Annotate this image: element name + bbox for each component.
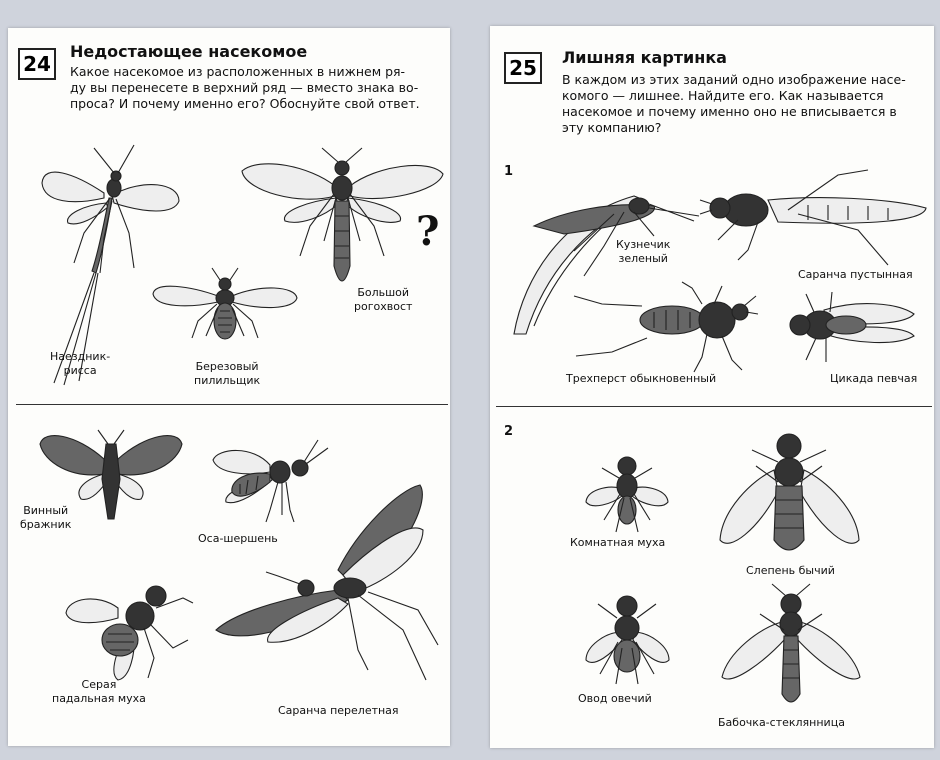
label-line: Бабочка-стеклянница xyxy=(718,716,845,729)
flesh-fly-label xyxy=(52,678,146,706)
section-divider xyxy=(496,406,932,407)
label-line: бражник xyxy=(20,518,72,531)
desert-locust-drawing xyxy=(698,170,930,270)
right-page xyxy=(490,26,934,748)
question-mark: ? xyxy=(416,208,440,255)
clearwing-moth-drawing xyxy=(716,582,866,712)
task-24-number: 24 xyxy=(18,48,56,80)
task-25-text-line: насекомое и почему именно оно не вписывается в xyxy=(562,104,897,119)
task-24-text-line: Какое насекомое из расположенных в нижнем ря- xyxy=(70,64,406,79)
task-25-number: 25 xyxy=(504,52,542,84)
task-25-title: Лишняя картинка xyxy=(562,48,727,67)
label-line: Оса-шершень xyxy=(198,532,278,545)
label-line: Саранча перелетная xyxy=(278,704,399,717)
label-line: Винный xyxy=(23,504,69,517)
horsefly-label xyxy=(746,564,835,578)
label-line: Большой xyxy=(357,286,410,299)
task-25-text-line: В каждом из этих заданий одно изображение насе- xyxy=(562,72,906,87)
label-line: зеленый xyxy=(618,252,668,265)
section-2-number: 2 xyxy=(504,424,514,439)
label-line: рисса xyxy=(63,364,97,377)
task-24-title: Недостающее насекомое xyxy=(70,42,308,61)
flesh-fly-drawing xyxy=(58,568,198,688)
left-page xyxy=(8,28,450,746)
section-divider xyxy=(16,404,448,405)
label-line: Саранча пустынная xyxy=(798,268,913,281)
ichneumon-label xyxy=(50,350,110,378)
horntail-drawing xyxy=(240,146,445,311)
horsefly-drawing xyxy=(712,430,867,560)
section-1-number: 1 xyxy=(504,164,514,179)
label-line: пилильщик xyxy=(194,374,261,387)
task-25-text-line: эту компанию? xyxy=(562,120,662,135)
migratory-locust-label xyxy=(278,704,399,718)
horntail-label xyxy=(354,286,412,314)
housefly-label xyxy=(570,536,665,550)
desert-locust-label xyxy=(798,268,913,282)
task-24-text-line: ду вы перенесете в верхний ряд — вместо знака во- xyxy=(70,80,419,95)
cicada-drawing xyxy=(786,290,916,370)
stonefly-drawing xyxy=(572,282,758,377)
label-line: Наездник- xyxy=(50,350,111,363)
task-25-text xyxy=(562,72,906,136)
clearwing-label xyxy=(718,716,845,730)
botfly-label xyxy=(578,692,652,706)
label-line: Слепень бычий xyxy=(746,564,835,577)
stonefly-label xyxy=(566,372,716,386)
label-line: Трехперст обыкновенный xyxy=(566,372,717,385)
label-line: Цикада певчая xyxy=(830,372,918,385)
label-line: Кузнечик xyxy=(616,238,671,251)
label-line: Овод овечий xyxy=(578,692,652,705)
label-line: Березовый xyxy=(195,360,259,373)
task-24-text xyxy=(70,64,420,112)
label-line: Комнатная муха xyxy=(570,536,666,549)
label-line: Серая xyxy=(81,678,117,691)
cicada-label xyxy=(830,372,917,386)
sawfly-label xyxy=(194,360,260,388)
house-fly-drawing xyxy=(582,450,672,535)
migratory-locust-drawing xyxy=(208,480,448,690)
task-25-text-line: комого — лишнее. Найдите его. Как называется xyxy=(562,88,884,103)
katydid-label xyxy=(616,238,670,266)
label-line: падальная муха xyxy=(52,692,146,705)
hawkmoth-label xyxy=(20,504,71,532)
label-line: рогохвост xyxy=(354,300,413,313)
task-24-text-line: проса? И почему именно его? Обоснуйте свой ответ. xyxy=(70,96,420,111)
sheep-botfly-drawing xyxy=(580,588,675,688)
